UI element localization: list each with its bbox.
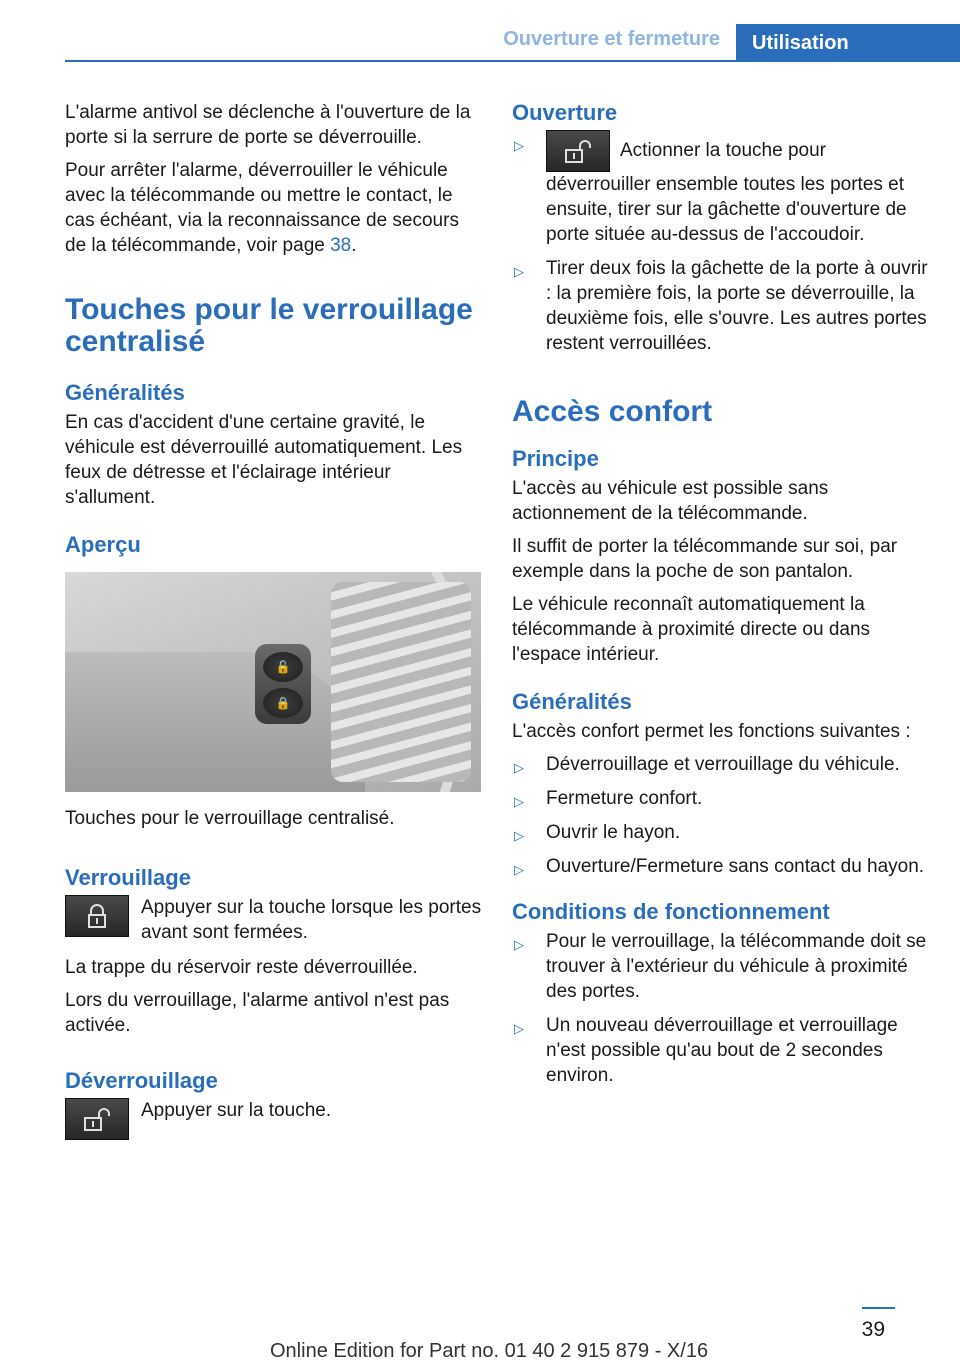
header-chapter-tab: Utilisation xyxy=(736,24,960,62)
intro-paragraph-2 xyxy=(65,158,483,258)
subheading-principe: Principe xyxy=(512,446,599,471)
right-column xyxy=(512,100,930,1097)
triangle-right-icon: ▷ xyxy=(514,760,524,775)
unlock-icon xyxy=(82,1107,112,1131)
page-number: 39 xyxy=(861,1318,885,1341)
page-header xyxy=(0,0,960,62)
section-heading-acces-confort: Accès confort xyxy=(512,395,713,428)
door-buttons-photo xyxy=(65,572,481,792)
list-item-text: Fermeture confort. xyxy=(546,788,703,809)
list-item xyxy=(512,854,930,879)
triangle-right-icon: ▷ xyxy=(514,937,524,952)
lock-icon xyxy=(86,904,108,928)
list-item xyxy=(512,1013,930,1088)
list-item-text: Pour le verrouillage, la télécommande doit se trouver à l'extérieur du véhicule à proximité des portes. xyxy=(546,931,927,1002)
page-link[interactable]: 38 xyxy=(330,235,352,256)
subheading-generalites-confort: Généralités xyxy=(512,689,632,714)
principe-paragraph-1: L'accès au véhicule est possible sans actionnement de la télécommande. xyxy=(512,478,829,524)
list-item-text: Déverrouillage et verrouillage du véhicule. xyxy=(546,754,900,775)
triangle-right-icon: ▷ xyxy=(514,828,524,843)
lock-instruction: Appuyer sur la touche lorsque les portes avant sont fermées. xyxy=(141,897,482,943)
list-item xyxy=(512,256,930,356)
lock-button-image xyxy=(65,895,129,937)
triangle-right-icon: ▷ xyxy=(514,138,524,153)
section-heading-central-locking: Touches pour le verrouillage centralisé xyxy=(65,293,473,358)
list-item-text: Actionner la touche pour déverrouiller ensemble toutes les portes et ensuite, tirer sur la gâchette d'ouverture de porte située au-dessus de l'accoudoir. xyxy=(546,140,907,245)
intro-text-end: . xyxy=(351,235,357,256)
principe-paragraph-3: Le véhicule reconnaît automatiquement la télécommande à proximité directe ou dans l'espace intérieur. xyxy=(512,594,871,665)
ouverture-list xyxy=(512,130,930,356)
unlock-button-image xyxy=(65,1098,129,1140)
list-item-text: Tirer deux fois la gâchette de la porte à ouvrir : la première fois, la porte se déverrouille, la deuxième fois, elle s'ouvre. Les autres portes restent verrouillées. xyxy=(546,258,928,354)
list-item xyxy=(512,752,930,777)
unlock-button-image xyxy=(546,130,610,172)
subheading-deverrouillage: Déverrouillage xyxy=(65,1068,218,1093)
button-panel xyxy=(255,644,311,724)
unlock-key-row xyxy=(65,1098,483,1140)
principe-paragraph-2: Il suffit de porter la télécommande sur soi, par exemple dans la poche de son pantalon. xyxy=(512,536,898,582)
photo-caption: Touches pour le verrouillage centralisé. xyxy=(65,808,395,829)
alarm-note: Lors du verrouillage, l'alarme antivol n'est pas activée. xyxy=(65,990,450,1036)
unlock-icon: 🔓 xyxy=(263,652,303,682)
conditions-list xyxy=(512,929,930,1088)
subheading-conditions: Conditions de fonctionnement xyxy=(512,899,830,924)
triangle-right-icon: ▷ xyxy=(514,862,524,877)
header-rule xyxy=(65,60,960,62)
triangle-right-icon: ▷ xyxy=(514,264,524,279)
subheading-ouverture: Ouverture xyxy=(512,100,618,125)
triangle-right-icon: ▷ xyxy=(514,1021,524,1036)
list-item xyxy=(512,130,930,247)
page-number-rule xyxy=(862,1307,895,1309)
fuel-flap-note: La trappe du réservoir reste déverrouillée. xyxy=(65,957,418,978)
list-item xyxy=(512,929,930,1004)
subheading-apercu: Aperçu xyxy=(65,532,141,557)
header-section-title: Ouverture et fermeture xyxy=(503,28,720,50)
intro-text: Pour arrêter l'alarme, déverrouiller le véhicule avec la télécommande ou mettre le contact, le cas échéant, via la reconnaissance de secours de la télécommande, voir page xyxy=(65,160,459,256)
list-item-text: Ouverture/Fermeture sans contact du hayon. xyxy=(546,856,925,877)
list-item xyxy=(512,820,930,845)
triangle-right-icon: ▷ xyxy=(514,794,524,809)
list-item-text: Un nouveau déverrouillage et verrouillage n'est possible qu'au bout de 2 secondes environ. xyxy=(546,1015,898,1086)
air-vent-shape xyxy=(331,582,471,782)
list-item xyxy=(512,786,930,811)
subheading-verrouillage: Verrouillage xyxy=(65,865,191,890)
lock-key-row xyxy=(65,895,483,945)
lock-icon: 🔒 xyxy=(263,688,303,718)
list-item-text: Ouvrir le hayon. xyxy=(546,822,681,843)
intro-paragraph-1: L'alarme antivol se déclenche à l'ouverture de la porte si la serrure de porte se déverrouille. xyxy=(65,102,471,148)
subheading-generalites: Généralités xyxy=(65,380,185,405)
left-column xyxy=(65,100,483,1150)
generalites-confort-text: L'accès confort permet les fonctions suivantes : xyxy=(512,721,911,742)
functions-list xyxy=(512,752,930,879)
unlock-instruction: Appuyer sur la touche. xyxy=(141,1100,332,1121)
unlock-icon xyxy=(563,139,593,163)
generalites-text: En cas d'accident d'une certaine gravité, le véhicule est déverrouillé automatiquement. Les feux de détresse et l'éclairage intérieur s'allument. xyxy=(65,412,463,508)
footer-edition: Online Edition for Part no. 01 40 2 915 879 - X/16 xyxy=(270,1340,709,1362)
door-panel-shape xyxy=(65,652,365,792)
